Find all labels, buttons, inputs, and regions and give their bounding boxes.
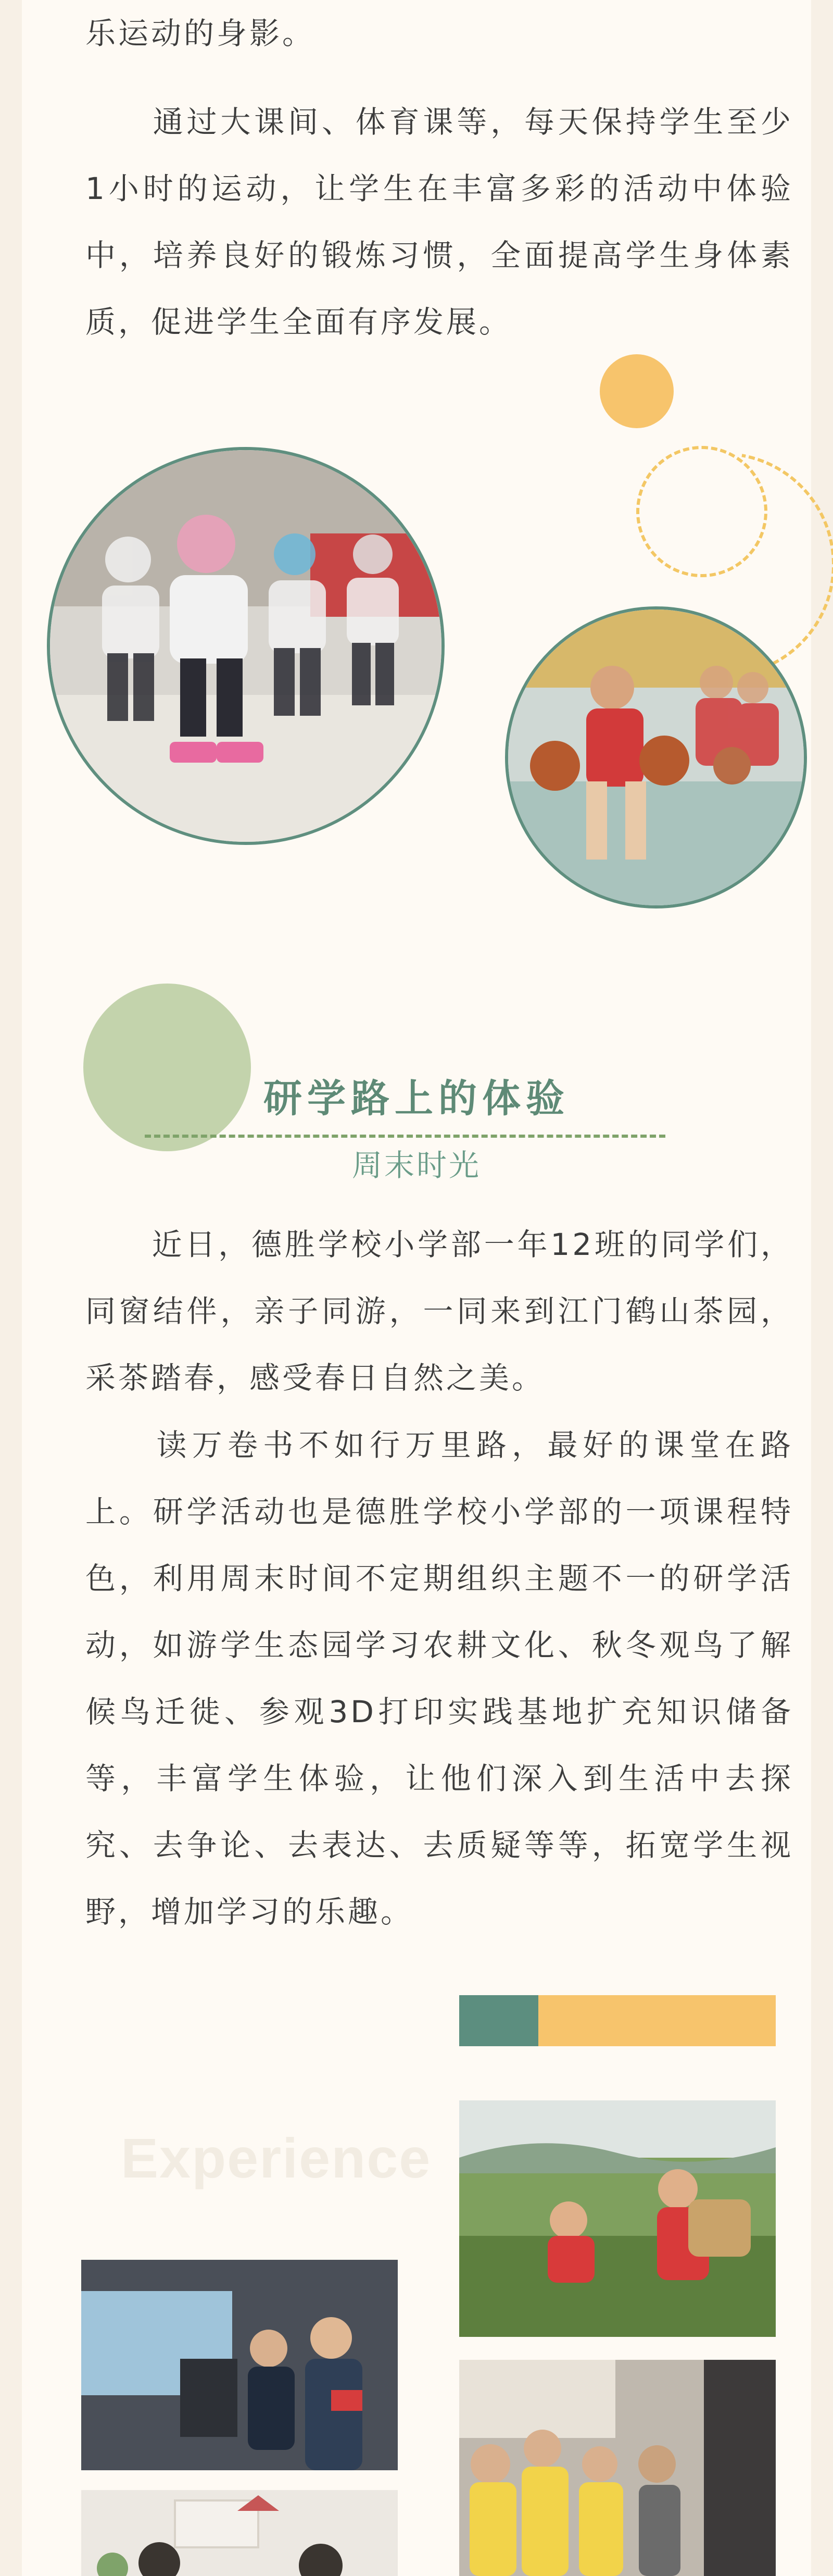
classroom-photo (81, 2490, 398, 2576)
paragraph-sports: 通过大课间、体育课等，每天保持学生至少1小时的运动，让学生在丰富多彩的活动中体验中，培养良好的锻炼习惯，全面提高学生身体素质，促进学生全面有序发展。 (85, 104, 793, 340)
section-decor-circle (83, 984, 251, 1151)
accent-bar-green (459, 1995, 538, 2046)
tea-picking-photo (459, 2100, 776, 2337)
basketball-image (508, 609, 804, 905)
roller-skating-photo (47, 447, 445, 845)
experience-watermark: Experience (121, 2126, 432, 2189)
section-divider (145, 1135, 665, 1138)
paragraph-study-tour: 读万卷书不如行万里路，最好的课堂在路上。研学活动也是德胜学校小学部的一项课程特色，利用周末时间不定期组织主题不一的研学活动，如游学生态园学习农耕文化、秋冬观鸟了解候鸟迁徙、参观3D打印实践基地扩充知识储备等，丰富学生体验，让他们深入到生活中去探究、去争论、去表达、去质疑等等，拓宽学生视野，增加学习的乐趣。 (85, 1427, 793, 1930)
article-card (22, 0, 811, 2576)
tea-picking-image (459, 2100, 776, 2337)
basketball-photo (505, 606, 807, 909)
section-subtitle: 周末时光 (351, 1148, 481, 1183)
section-title: 研学路上的体验 (263, 1076, 570, 1121)
paragraph-tail: 乐运动的身影。 (85, 16, 315, 51)
accent-bar-yellow (538, 1995, 776, 2046)
workshop-photo (459, 2360, 776, 2576)
paragraph-tea-garden: 近日，德胜学校小学部一年12班的同学们，同窗结伴，亲子同游，一同来到江门鹤山茶园，采茶踏春，感受春日自然之美。 (85, 1227, 793, 1396)
lab-visit-image (81, 2260, 398, 2470)
workshop-image (459, 2360, 776, 2576)
roller-skating-image (50, 450, 441, 842)
classroom-image (81, 2490, 398, 2576)
lab-visit-photo (81, 2260, 398, 2470)
yellow-dot (600, 354, 674, 428)
